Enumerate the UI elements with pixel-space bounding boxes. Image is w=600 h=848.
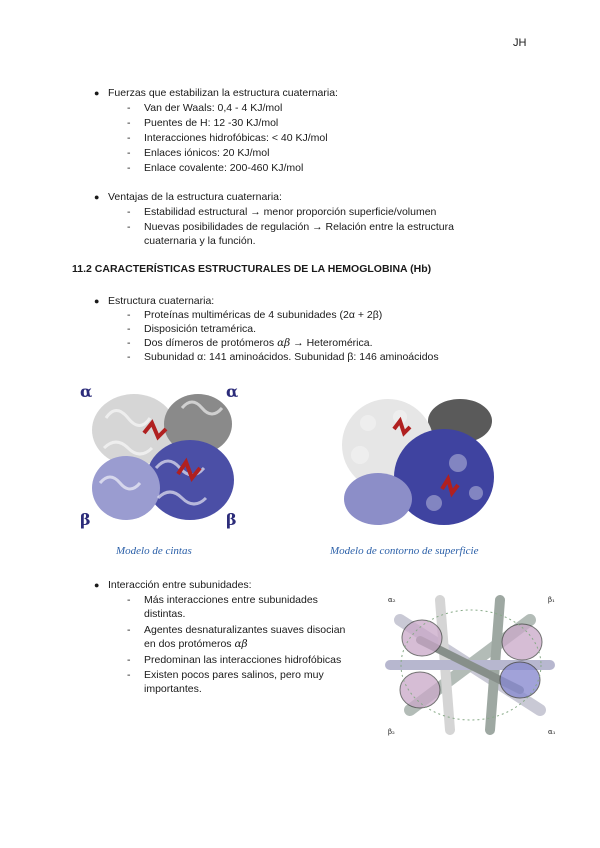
dash-icon: - (127, 102, 131, 114)
force-item: Interacciones hidrofóbicas: < 40 KJ/mol (144, 132, 328, 144)
dash-icon: - (127, 594, 131, 606)
beta-label: β (226, 510, 237, 529)
alpha2-label: α₂ (388, 596, 396, 604)
dash-icon: - (127, 337, 131, 349)
advantage-item-continued: cuaternaria y la función. (144, 235, 256, 247)
force-item: Van der Waals: 0,4 - 4 KJ/mol (144, 102, 283, 114)
dash-icon: - (127, 309, 131, 321)
quaternary-title: Estructura cuaternaria: (108, 295, 215, 307)
quaternary-item: Proteínas multiméricas de 4 subunidades (2α + 2β) (144, 309, 383, 321)
bullet-icon: ● (94, 580, 100, 590)
advantages-title: Ventajas de la estructura cuaternaria: (108, 191, 282, 203)
dash-icon: - (127, 624, 131, 636)
ribbon-caption: Modelo de cintas (116, 545, 192, 557)
interaction-item: Predominan las interacciones hidrofóbicas (144, 654, 342, 666)
tetramer-cylinder-image (380, 590, 562, 740)
beta-label: β (80, 510, 91, 529)
beta2-label: β₂ (388, 728, 395, 736)
dash-icon: - (127, 351, 131, 363)
page-initials: JH (513, 37, 527, 49)
forces-title: Fuerzas que estabilizan la estructura cuaternaria: (108, 87, 338, 99)
dash-icon: - (127, 206, 131, 218)
interaction-title: Interacción entre subunidades: (108, 579, 252, 591)
quaternary-item: Disposición tetramérica. (144, 323, 257, 335)
dash-icon: - (127, 162, 131, 174)
interaction-item: Existen pocos pares salinos, pero muy (144, 669, 324, 681)
bullet-icon: ● (94, 88, 100, 98)
dash-icon: - (127, 669, 131, 681)
quaternary-item: Dos dímeros de protómeros αβ → Heteromérica. (144, 337, 373, 349)
bullet-icon: ● (94, 192, 100, 202)
interaction-item-continued: distintas. (144, 608, 186, 620)
bullet-icon: ● (94, 296, 100, 306)
force-item: Puentes de H: 12 -30 KJ/mol (144, 117, 279, 129)
alpha-label: α (226, 382, 239, 401)
section-heading: 11.2 CARACTERÍSTICAS ESTRUCTURALES DE LA HEMOGLOBINA (Hb) (72, 263, 432, 275)
surface-caption: Modelo de contorno de superficie (330, 545, 479, 557)
dash-icon: - (127, 117, 131, 129)
quaternary-item: Subunidad α: 141 aminoácidos. Subunidad β: 146 aminoácidos (144, 351, 439, 363)
alpha-label: α (80, 382, 93, 401)
interaction-item-continued: en dos protómeros αβ (144, 638, 248, 650)
dash-icon: - (127, 147, 131, 159)
interaction-item: Agentes desnaturalizantes suaves disocian (144, 624, 346, 636)
interaction-item: Más interacciones entre subunidades (144, 594, 318, 606)
dash-icon: - (127, 132, 131, 144)
ribbon-model-image (86, 388, 240, 528)
dash-icon: - (127, 323, 131, 335)
force-item: Enlace covalente: 200-460 KJ/mol (144, 162, 304, 174)
surface-model-image (338, 393, 496, 531)
interaction-item-continued: importantes. (144, 683, 202, 695)
force-item: Enlaces iónicos: 20 KJ/mol (144, 147, 270, 159)
alpha1-label: α₁ (548, 728, 556, 736)
beta1-label: β₁ (548, 596, 555, 604)
dash-icon: - (127, 654, 131, 666)
dash-icon: - (127, 221, 131, 233)
advantage-item: Estabilidad estructural → menor proporción superficie/volumen (144, 206, 437, 218)
advantage-item: Nuevas posibilidades de regulación → Relación entre la estructura (144, 221, 454, 233)
